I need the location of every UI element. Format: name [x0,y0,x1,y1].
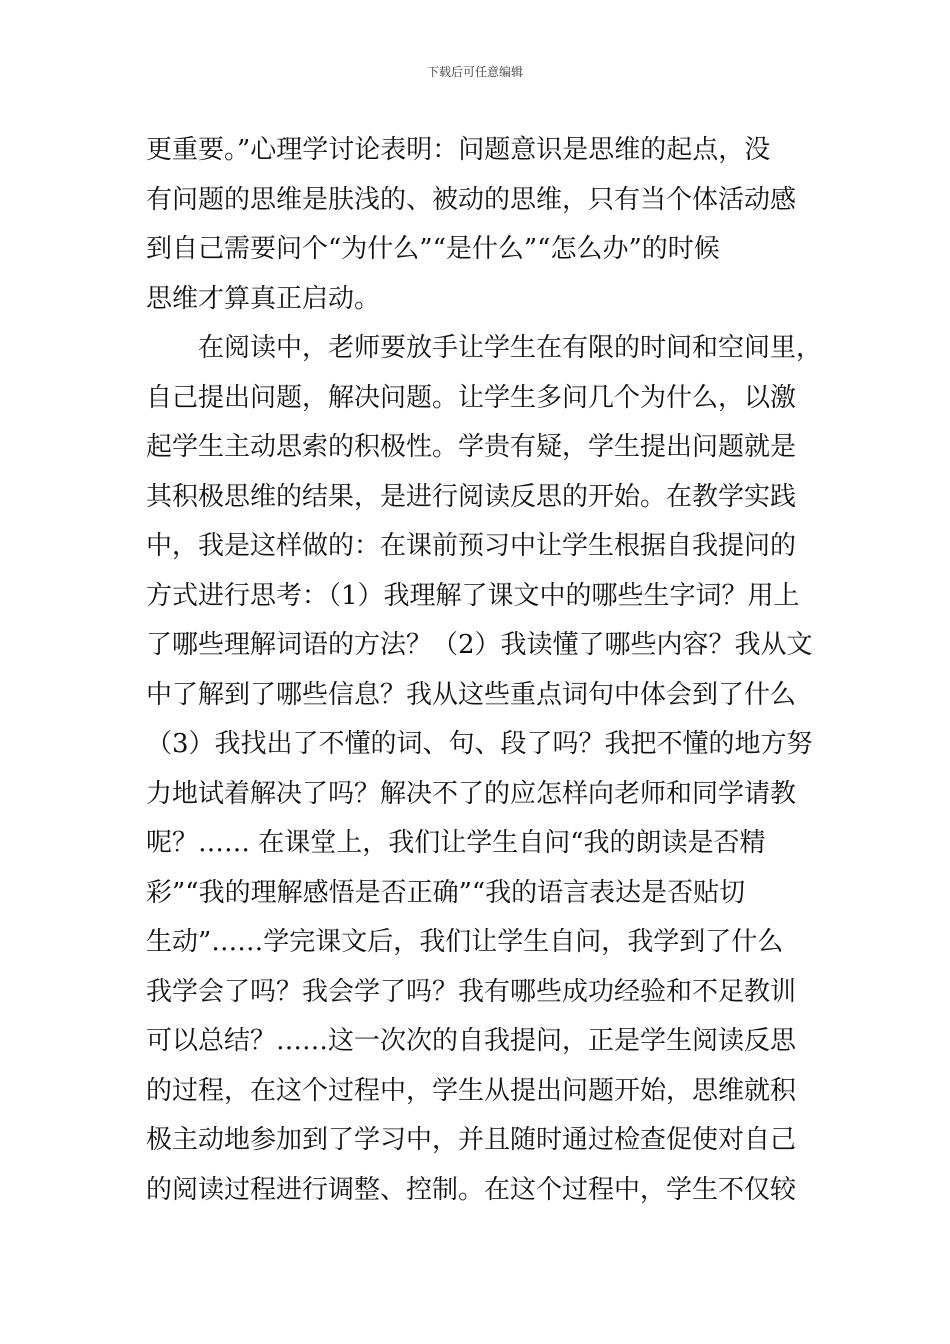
text-line: 了哪些理解词语的方法？（2）我读懂了哪些内容？我从文 [146,630,813,660]
text-line: 彩”“我的理解感悟是否正确”“我的语言表达是否贴切 [146,877,746,908]
paragraph-first-line: 在阅读中，老师要放手让学生在有限的时间和空间里， [198,333,823,363]
document-body [146,126,826,1215]
text-line: 中了解到了哪些信息？我从这些重点词句中体会到了什么 [146,679,797,710]
text-line: 自己提出问题，解决问题。让学生多问几个为什么，以激 [146,382,797,413]
text-line: 的阅读过程进行调整、控制。在这个过程中，学生不仅较 [146,1174,797,1205]
text-line: 其积极思维的结果，是进行阅读反思的开始。在教学实践 [146,481,797,512]
text-line: 呢？…… 在课堂上，我们让学生自问“我的朗读是否精 [146,828,766,858]
text-line: 我学会了吗？我会学了吗？我有哪些成功经验和不足教训 [146,976,797,1007]
text-line: 方式进行思考：（1）我理解了课文中的哪些生字词？用上 [146,580,800,611]
text-line: 的过程，在这个过程中，学生从提出问题开始，思维就积 [146,1075,797,1106]
text-line: 中，我是这样做的：在课前预习中让学生根据自我提问的 [146,531,797,561]
text-line: 极主动地参加到了学习中，并且随时通过检查促使对自己 [146,1125,797,1155]
text-line: （3）我找出了不懂的词、句、段了吗？我把不懂的地方努 [146,729,813,759]
text-line: 可以总结？……这一次次的自我提问，正是学生阅读反思 [146,1026,797,1056]
text-line: 生动”……学完课文后，我们让学生自问，我学到了什么 [146,927,784,957]
page-header: 下载后可任意编辑 [426,65,523,79]
text-line: 更重要。”心理学讨论表明：问题意识是思维的起点，没 [146,135,771,165]
text-line: 思维才算真正启动。 [146,283,381,314]
text-line: 起学生主动思索的积极性。学贵有疑，学生提出问题就是 [146,432,797,462]
text-line: 有问题的思维是肤浅的、被动的思维，只有当个体活动感 [146,184,797,215]
text-line: 力地试着解决了吗？解决不了的应怎样向老师和同学请教 [146,778,797,809]
text-line: 到自己需要问个“为什么”“是什么”“怎么办”的时候 [146,234,720,264]
